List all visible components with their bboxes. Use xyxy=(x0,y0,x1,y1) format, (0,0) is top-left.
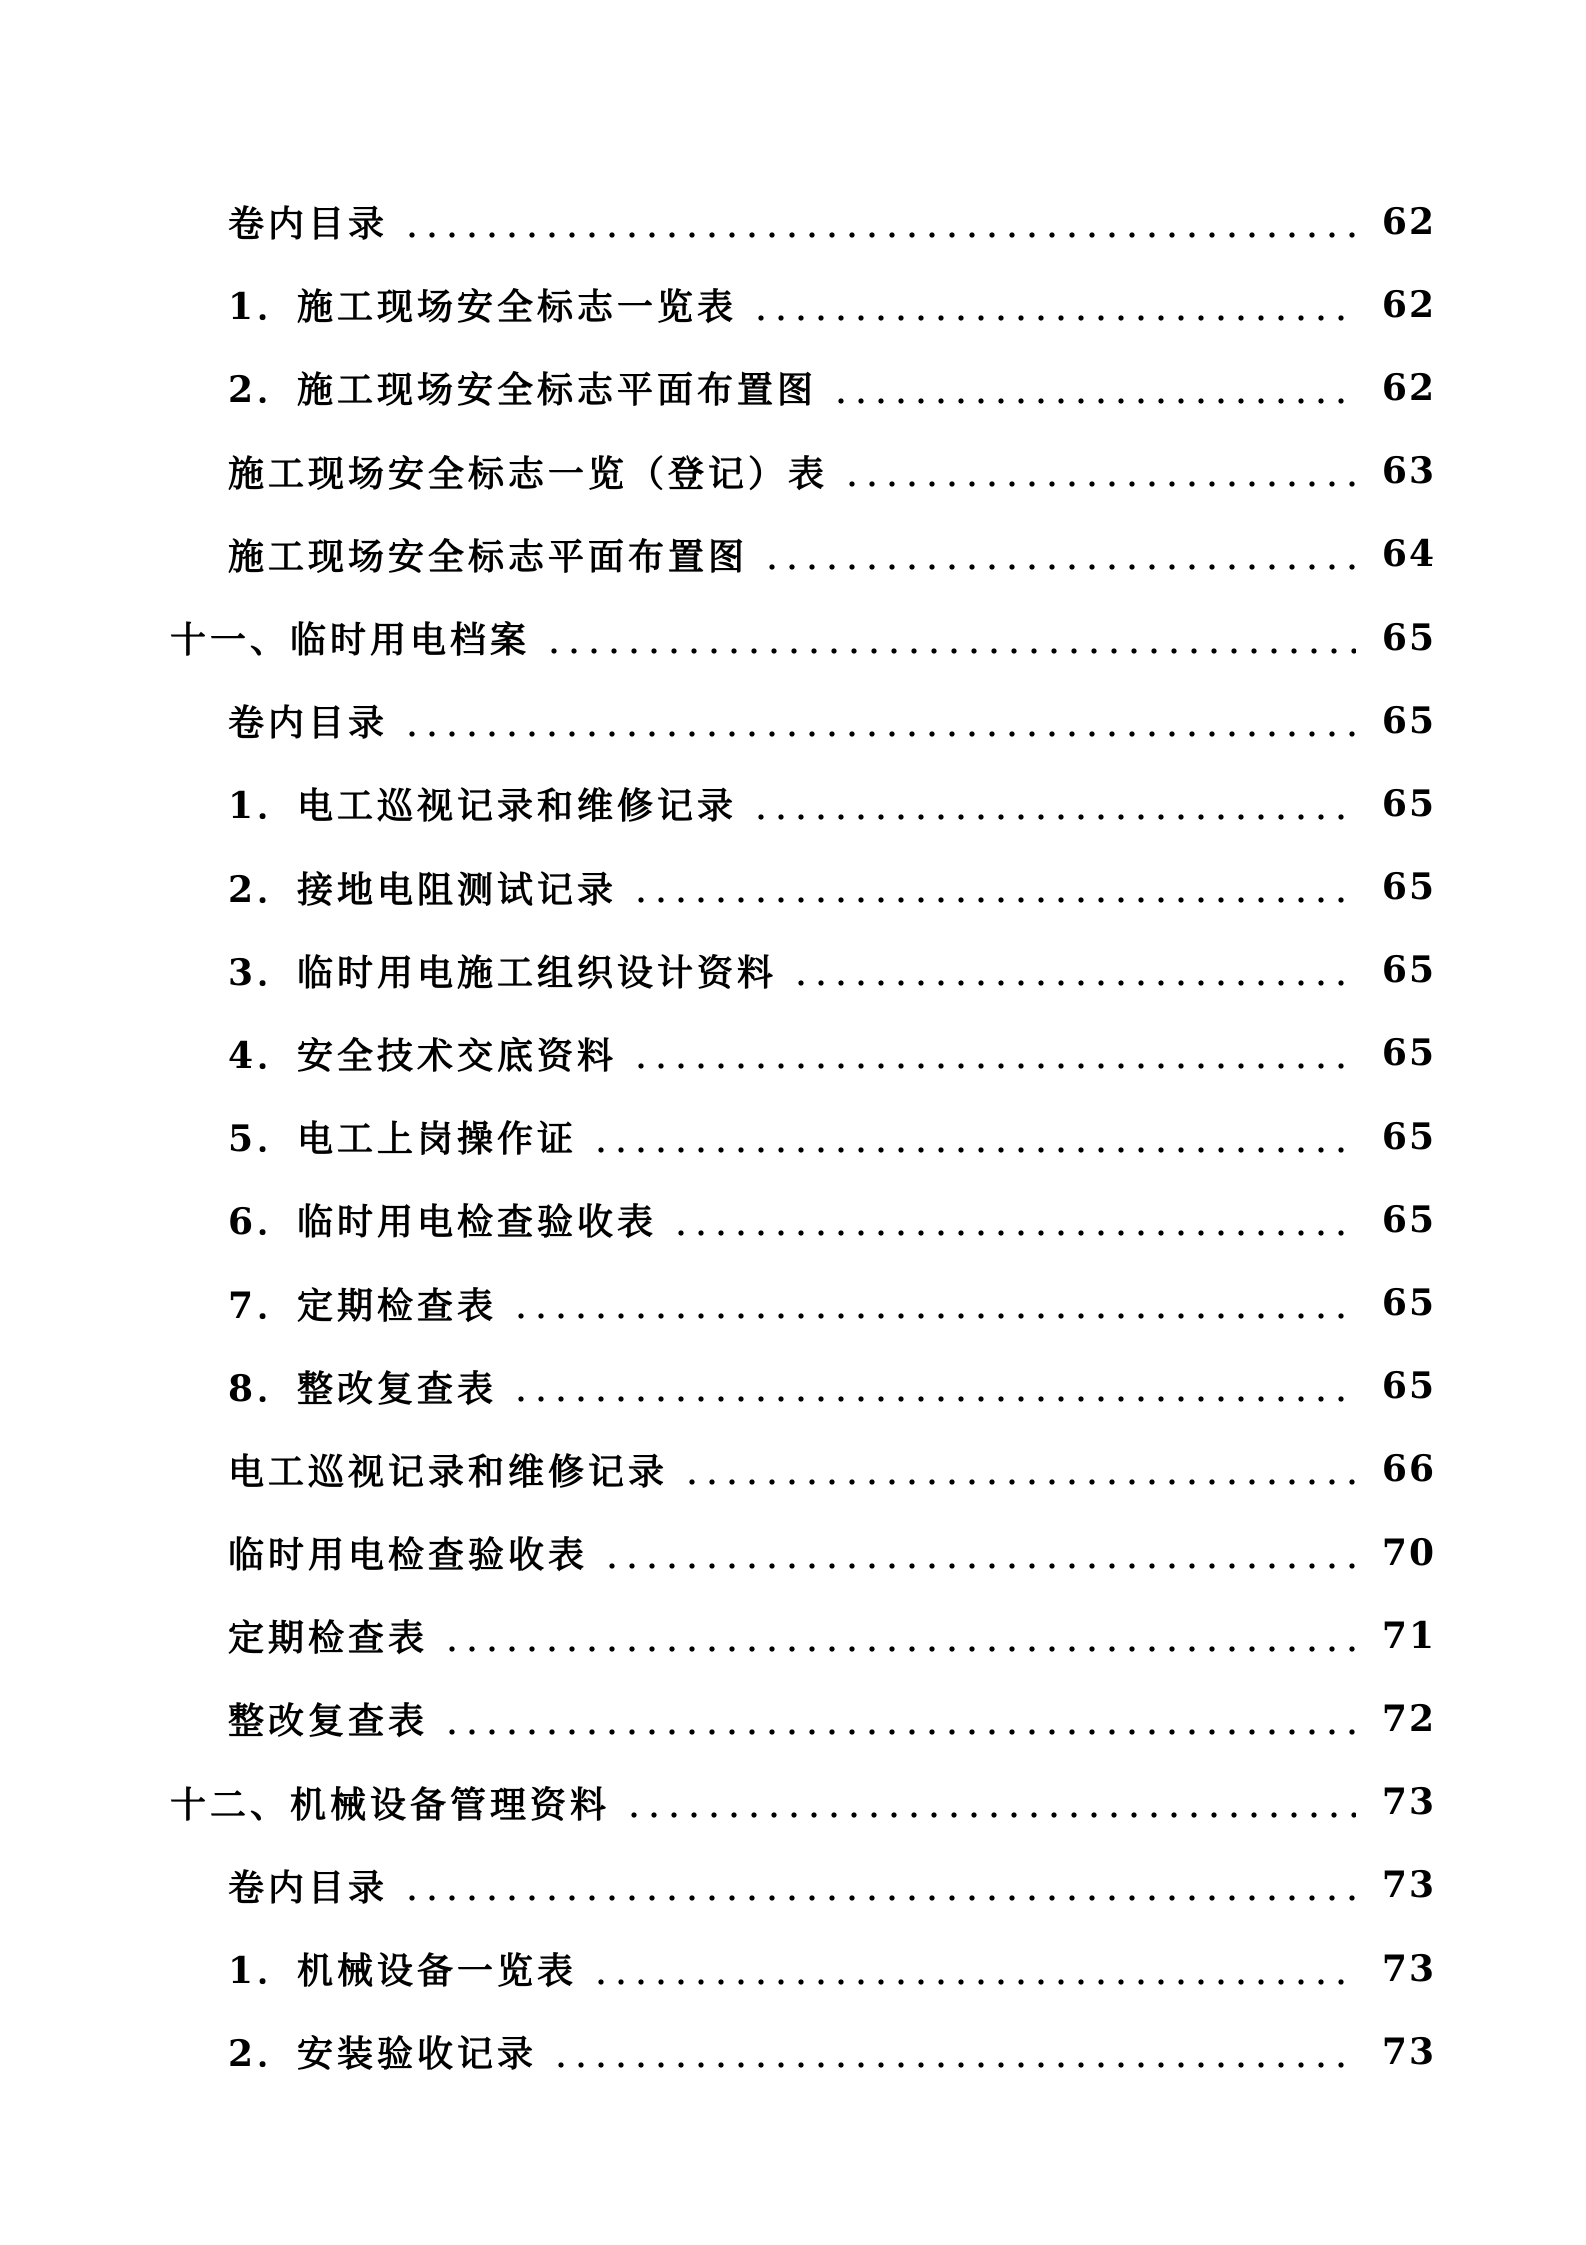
toc-entry[interactable] xyxy=(0,2010,1586,2093)
toc-entry[interactable] xyxy=(0,1095,1586,1178)
toc-page-number: 65 xyxy=(1381,949,1436,992)
toc-entry[interactable] xyxy=(0,846,1586,929)
toc-entry-label: 1．施工现场安全标志一览表 xyxy=(228,286,738,329)
toc-page-number: 62 xyxy=(1381,200,1436,243)
toc-entry[interactable] xyxy=(0,1345,1586,1428)
toc-entry-label: 卷内目录 xyxy=(228,1866,389,1909)
toc-entry[interactable] xyxy=(0,679,1586,762)
toc-dot-leader xyxy=(511,1285,1356,1321)
toc-entry[interactable] xyxy=(0,1428,1586,1511)
toc-dot-leader xyxy=(591,1119,1356,1155)
toc-page-number: 62 xyxy=(1381,366,1436,409)
toc-dot-leader xyxy=(762,536,1356,572)
toc-page-number: 65 xyxy=(1381,1282,1436,1325)
toc-page-number: 73 xyxy=(1381,2030,1436,2073)
toc-page-number: 72 xyxy=(1381,1697,1436,1740)
toc-entry-label: 卷内目录 xyxy=(228,702,389,745)
toc-section-heading[interactable] xyxy=(0,1761,1586,1844)
toc-dot-leader xyxy=(402,1867,1356,1903)
toc-dot-leader xyxy=(442,1618,1356,1654)
toc-entry[interactable] xyxy=(0,430,1586,513)
toc-page-number: 65 xyxy=(1381,1032,1436,1075)
toc-entry-label: 临时用电检查验收表 xyxy=(228,1534,589,1577)
toc-page-number: 65 xyxy=(1381,1115,1436,1158)
toc-entry[interactable] xyxy=(0,1927,1586,2010)
toc-entry-label: 2．安装验收记录 xyxy=(228,2033,538,2076)
toc-entry-label: 定期检查表 xyxy=(228,1617,429,1660)
table-of-contents xyxy=(0,180,1586,2093)
toc-dot-leader xyxy=(511,1368,1356,1404)
toc-page-number: 64 xyxy=(1381,533,1436,576)
toc-dot-leader xyxy=(671,1202,1356,1238)
toc-entry-label: 1．电工巡视记录和维修记录 xyxy=(228,785,738,828)
toc-section-heading[interactable] xyxy=(0,596,1586,679)
toc-entry-label: 7．定期检查表 xyxy=(228,1284,498,1327)
toc-page-number: 71 xyxy=(1381,1614,1436,1657)
toc-dot-leader xyxy=(551,2034,1356,2070)
toc-entry-label: 十一、临时用电档案 xyxy=(170,619,531,662)
toc-dot-leader xyxy=(842,453,1356,489)
toc-entry[interactable] xyxy=(0,346,1586,429)
toc-dot-leader xyxy=(624,1784,1356,1820)
toc-dot-leader xyxy=(442,1701,1356,1737)
toc-page-number: 65 xyxy=(1381,616,1436,659)
toc-entry[interactable] xyxy=(0,513,1586,596)
toc-entry[interactable] xyxy=(0,929,1586,1012)
toc-dot-leader xyxy=(402,703,1356,739)
toc-page-number: 65 xyxy=(1381,1198,1436,1241)
toc-page-number: 66 xyxy=(1381,1448,1436,1491)
toc-entry[interactable] xyxy=(0,1178,1586,1261)
toc-dot-leader xyxy=(602,1535,1356,1571)
toc-page-number: 73 xyxy=(1381,1947,1436,1990)
toc-entry[interactable] xyxy=(0,1511,1586,1594)
toc-dot-leader xyxy=(631,1035,1356,1071)
toc-entry-label: 整改复查表 xyxy=(228,1700,429,1743)
toc-entry-label: 1．机械设备一览表 xyxy=(228,1950,578,1993)
toc-entry[interactable] xyxy=(0,1594,1586,1677)
toc-entry-label: 十二、机械设备管理资料 xyxy=(170,1783,611,1826)
toc-page-number: 63 xyxy=(1381,450,1436,493)
toc-dot-leader xyxy=(831,370,1356,406)
toc-page-number: 65 xyxy=(1381,866,1436,909)
toc-entry-label: 卷内目录 xyxy=(228,203,389,246)
toc-entry-label: 2．接地电阻测试记录 xyxy=(228,868,618,911)
toc-entry[interactable] xyxy=(0,1844,1586,1927)
toc-entry-label: 8．整改复查表 xyxy=(228,1367,498,1410)
toc-entry[interactable] xyxy=(0,762,1586,845)
toc-entry[interactable] xyxy=(0,1261,1586,1344)
toc-dot-leader xyxy=(631,869,1356,905)
toc-entry[interactable] xyxy=(0,180,1586,263)
toc-dot-leader xyxy=(751,287,1356,323)
toc-entry-label: 4．安全技术交底资料 xyxy=(228,1034,618,1077)
toc-page-number: 73 xyxy=(1381,1864,1436,1907)
toc-dot-leader xyxy=(402,204,1356,240)
toc-entry-label: 电工巡视记录和维修记录 xyxy=(228,1450,669,1493)
toc-entry[interactable] xyxy=(0,263,1586,346)
toc-entry-label: 施工现场安全标志一览（登记）表 xyxy=(228,452,829,495)
toc-page-number: 62 xyxy=(1381,283,1436,326)
toc-dot-leader xyxy=(751,786,1356,822)
toc-entry-label: 6．临时用电检查验收表 xyxy=(228,1201,658,1244)
toc-page-number: 65 xyxy=(1381,782,1436,825)
toc-page-number: 65 xyxy=(1381,699,1436,742)
toc-entry[interactable] xyxy=(0,1012,1586,1095)
toc-entry[interactable] xyxy=(0,1677,1586,1760)
toc-dot-leader xyxy=(791,952,1356,988)
toc-entry-label: 5．电工上岗操作证 xyxy=(228,1118,578,1161)
toc-dot-leader xyxy=(591,1951,1356,1987)
toc-page-number: 65 xyxy=(1381,1365,1436,1408)
toc-page-number: 73 xyxy=(1381,1781,1436,1824)
toc-page-number: 70 xyxy=(1381,1531,1436,1574)
toc-entry-label: 3．临时用电施工组织设计资料 xyxy=(228,951,778,994)
toc-entry-label: 施工现场安全标志平面布置图 xyxy=(228,535,749,578)
toc-entry-label: 2．施工现场安全标志平面布置图 xyxy=(228,369,818,412)
toc-dot-leader xyxy=(544,620,1356,656)
toc-dot-leader xyxy=(682,1451,1356,1487)
